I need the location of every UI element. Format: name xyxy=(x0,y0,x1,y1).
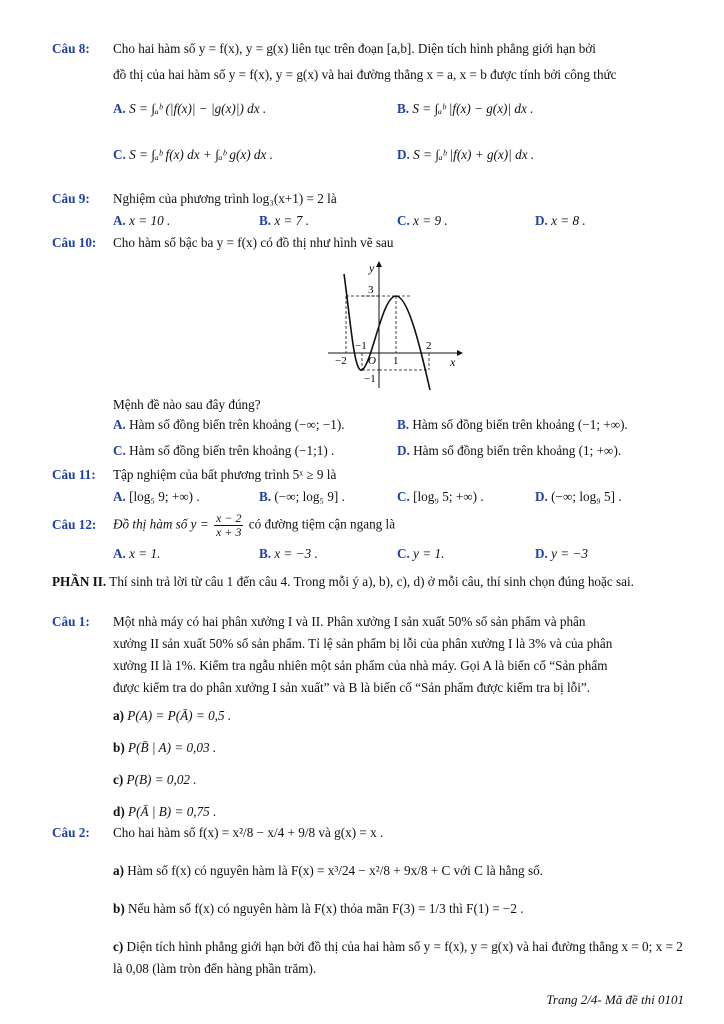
question-text: Cho hai hàm số y = f(x), y = g(x) liên tục trên đoạn [a,b]. Diện tích hình phẳng giới hạn bởi xyxy=(113,41,596,56)
statement-c[interactable]: c) Diện tích hình phẳng giới hạn bởi đồ thị của hai hàm số y = f(x), y = g(x) và hai đường thẳng x = 0; x = 2 là 0,08 (làm tròn đến hàng phần trăm). xyxy=(113,939,683,976)
option-d[interactable]: D. y = −3 xyxy=(535,546,588,561)
question-intro: Cho hai hàm số f(x) = x²/8 − x/4 + 9/8 và g(x) = x . xyxy=(113,825,384,840)
question-text: Tập nghiệm của bất phương trình 5ˣ ≥ 9 là xyxy=(113,467,337,482)
statement-d[interactable]: d) P(Ā | B) = 0,75 . xyxy=(113,804,217,819)
option-c[interactable]: C. Hàm số đồng biến trên khoảng (−1;1) . xyxy=(113,443,335,458)
function-curve xyxy=(344,274,430,390)
option-b[interactable]: B. (−∞; log₅ 9] . xyxy=(259,489,345,504)
option-a[interactable]: A. S = ∫ₐᵇ (|f(x)| − |g(x)|) dx . xyxy=(113,101,267,116)
option-c[interactable]: C. y = 1. xyxy=(397,546,445,561)
option-d[interactable]: D. x = 8 . xyxy=(535,213,586,228)
question-line: xưởng II sản xuất 50% số sản phẩm. Tỉ lệ sản phẩm bị lỗi của phân xưởng I là 3% và của phân xyxy=(113,636,613,651)
part2-question-2 xyxy=(52,824,684,980)
question-10-options xyxy=(52,396,684,464)
question-prompt: Mệnh đề nào sau đây đúng? xyxy=(113,397,261,412)
option-a[interactable]: A. x = 10 . xyxy=(113,213,171,228)
question-text: Nghiệm của phương trình log₃(x+1) = 2 là xyxy=(113,191,337,206)
tick-xm1: −1 xyxy=(355,340,367,352)
question-11 xyxy=(52,466,684,510)
option-b[interactable]: B. x = 7 . xyxy=(259,213,309,228)
option-d[interactable]: D. (−∞; log₉ 5] . xyxy=(535,489,622,504)
question-10 xyxy=(52,234,684,252)
tick-xm2: −2 xyxy=(335,355,347,367)
question-9 xyxy=(52,190,684,234)
option-b[interactable]: B. S = ∫ₐᵇ |f(x) − g(x)| dx . xyxy=(397,101,534,116)
statement-a[interactable]: a) Hàm số f(x) có nguyên hàm là F(x) = x³/24 − x²/8 + 9x/8 + C với C là hằng số. xyxy=(113,863,543,878)
option-c[interactable]: C. x = 9 . xyxy=(397,213,448,228)
statement-b[interactable]: b) Nếu hàm số f(x) có nguyên hàm là F(x) thỏa mãn F(3) = 1/3 thì F(1) = −2 . xyxy=(113,901,524,916)
statement-c[interactable]: c) P(B) = 0,02 . xyxy=(113,772,197,787)
question-8 xyxy=(52,40,684,176)
option-b[interactable]: B. Hàm số đồng biến trên khoảng (−1; +∞). xyxy=(397,417,628,432)
question-line: Một nhà máy có hai phân xưởng I và II. Phân xưởng I sản xuất 50% số sản phẩm và phân xyxy=(113,614,586,629)
question-label: Câu 8: xyxy=(52,41,90,56)
part-title: PHẦN II. xyxy=(52,574,107,589)
origin-label: O xyxy=(368,355,376,367)
question-text-cont: đồ thị của hai hàm số y = f(x), y = g(x) và hai đường thẳng x = a, x = b được tính bởi công thức xyxy=(113,67,617,82)
question-label: Câu 11: xyxy=(52,467,96,482)
page-footer: Trang 2/4- Mã đề thi 0101 xyxy=(546,992,684,1007)
option-a[interactable]: A. x = 1. xyxy=(113,546,161,561)
part-instructions: Thí sinh trả lời từ câu 1 đến câu 4. Trong mỗi ý a), b), c), d) ở mỗi câu, thí sinh chọn đúng hoặc sai. xyxy=(109,574,634,589)
option-c[interactable]: C. [log₉ 5; +∞) . xyxy=(397,489,484,504)
question-label: Câu 12: xyxy=(52,517,97,532)
question-line: xưởng II là 1%. Kiểm tra ngẫu nhiên một sản phẩm của nhà máy. Gọi A là biến cố “Sản phẩm xyxy=(113,658,608,673)
statement-b[interactable]: b) P(B̄ | A) = 0,03 . xyxy=(113,740,217,755)
x-axis-label: x xyxy=(450,355,456,369)
question-label: Câu 2: xyxy=(52,825,90,840)
option-b[interactable]: B. x = −3 . xyxy=(259,546,318,561)
tick-ym1: −1 xyxy=(364,373,376,385)
option-a[interactable]: A. Hàm số đồng biến trên khoảng (−∞; −1). xyxy=(113,417,345,432)
question-label: Câu 9: xyxy=(52,191,90,206)
part-2-header xyxy=(52,573,684,591)
option-a[interactable]: A. [log₅ 9; +∞) . xyxy=(113,489,200,504)
cubic-function-graph xyxy=(322,256,468,392)
tick-x1: 1 xyxy=(393,355,399,367)
option-c[interactable]: C. S = ∫ₐᵇ f(x) dx + ∫ₐᵇ g(x) dx . xyxy=(113,147,273,162)
tick-y3: 3 xyxy=(368,284,374,296)
y-axis-label: y xyxy=(369,261,375,275)
question-line: được kiểm tra do phân xưởng I sản xuất” và B là biến cố “Sản phẩm được kiểm tra bị lỗi”. xyxy=(113,680,591,695)
question-12 xyxy=(52,512,684,567)
question-text: Đồ thị hàm số y = $\frac{x - 2}{x + 3}$ có đường tiệm cận ngang là xyxy=(113,511,396,539)
option-d[interactable]: D. S = ∫ₐᵇ |f(x) + g(x)| dx . xyxy=(397,147,535,162)
part2-question-1 xyxy=(52,611,684,823)
statement-a[interactable]: a) P(A) = P(Ā) = 0,5 . xyxy=(113,708,232,723)
fraction: $\frac{x - 2}{x + 3}$ xyxy=(216,511,242,539)
question-text: Cho hàm số bậc ba y = f(x) có đồ thị như hình vẽ sau xyxy=(113,235,394,250)
question-label: Câu 1: xyxy=(52,614,90,629)
tick-x2: 2 xyxy=(426,340,432,352)
question-label: Câu 10: xyxy=(52,235,97,250)
option-d[interactable]: D. Hàm số đồng biến trên khoảng (1; +∞). xyxy=(397,443,622,458)
